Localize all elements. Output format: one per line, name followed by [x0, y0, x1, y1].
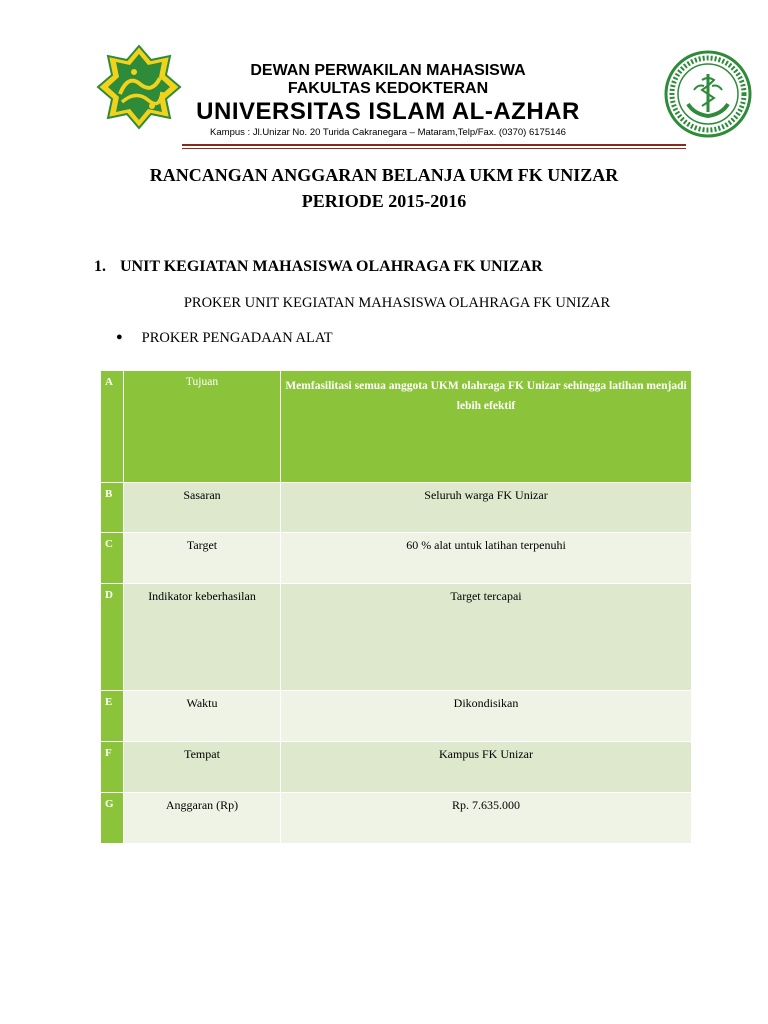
- row-label: Target: [124, 533, 281, 584]
- row-code: C: [101, 533, 124, 584]
- org-line-2: FAKULTAS KEDOKTERAN: [287, 80, 489, 97]
- table-row: [101, 742, 692, 793]
- row-code: B: [101, 483, 124, 533]
- row-value: Rp. 7.635.000: [281, 793, 692, 844]
- bullet-item: [116, 330, 333, 347]
- table-row: [101, 584, 692, 691]
- section-number: 1.: [94, 258, 106, 275]
- table-row: [101, 483, 692, 533]
- row-label: Anggaran (Rp): [124, 793, 281, 844]
- row-code: A: [101, 371, 124, 483]
- letterhead-rule-thin: [182, 148, 686, 149]
- row-label: Waktu: [124, 691, 281, 742]
- section-heading: [94, 258, 543, 276]
- row-value: Target tercapai: [281, 584, 692, 691]
- table-row: [101, 691, 692, 742]
- row-code: D: [101, 584, 124, 691]
- row-value: Dikondisikan: [281, 691, 692, 742]
- document-title-line-1: RANCANGAN ANGGARAN BELANJA UKM FK UNIZAR: [149, 165, 619, 185]
- org-line-3: UNIVERSITAS ISLAM AL-AZHAR: [196, 98, 580, 125]
- document-title-line-2: PERIODE 2015-2016: [301, 191, 467, 211]
- letterhead: [96, 40, 756, 150]
- document-title: [0, 162, 768, 214]
- table-row: [101, 371, 692, 483]
- bullet-icon: ●: [116, 331, 123, 343]
- bullet-text: PROKER PENGADAAN ALAT: [141, 330, 333, 346]
- calligraphy-emblem-icon: [96, 44, 182, 130]
- row-label: Tempat: [124, 742, 281, 793]
- row-label: Sasaran: [124, 483, 281, 533]
- proker-title: PROKER UNIT KEGIATAN MAHASISWA OLAHRAGA FK UNIZAR: [183, 295, 611, 311]
- org-address: Kampus : Jl.Unizar No. 20 Turida Cakranegara – Mataram,Telp/Fax. (0370) 6175146: [210, 127, 566, 138]
- row-value: 60 % alat untuk latihan terpenuhi: [281, 533, 692, 584]
- section-title: UNIT KEGIATAN MAHASISWA OLAHRAGA FK UNIZAR: [120, 258, 543, 275]
- organization-name: [188, 62, 588, 139]
- plan-table: [100, 370, 692, 844]
- row-label: Indikator keberhasilan: [124, 584, 281, 691]
- table-row: [101, 533, 692, 584]
- dpm-seal-icon: [664, 50, 752, 138]
- row-value: Seluruh warga FK Unizar: [281, 483, 692, 533]
- row-code: F: [101, 742, 124, 793]
- org-line-1: DEWAN PERWAKILAN MAHASISWA: [250, 62, 526, 79]
- row-code: G: [101, 793, 124, 844]
- table-row: [101, 793, 692, 844]
- row-code: E: [101, 691, 124, 742]
- row-label: Tujuan: [124, 371, 281, 483]
- row-value: Memfasilitasi semua anggota UKM olahraga FK Unizar sehingga latihan menjadi lebih efektif: [281, 371, 692, 483]
- letterhead-rule: [182, 144, 686, 146]
- row-value: Kampus FK Unizar: [281, 742, 692, 793]
